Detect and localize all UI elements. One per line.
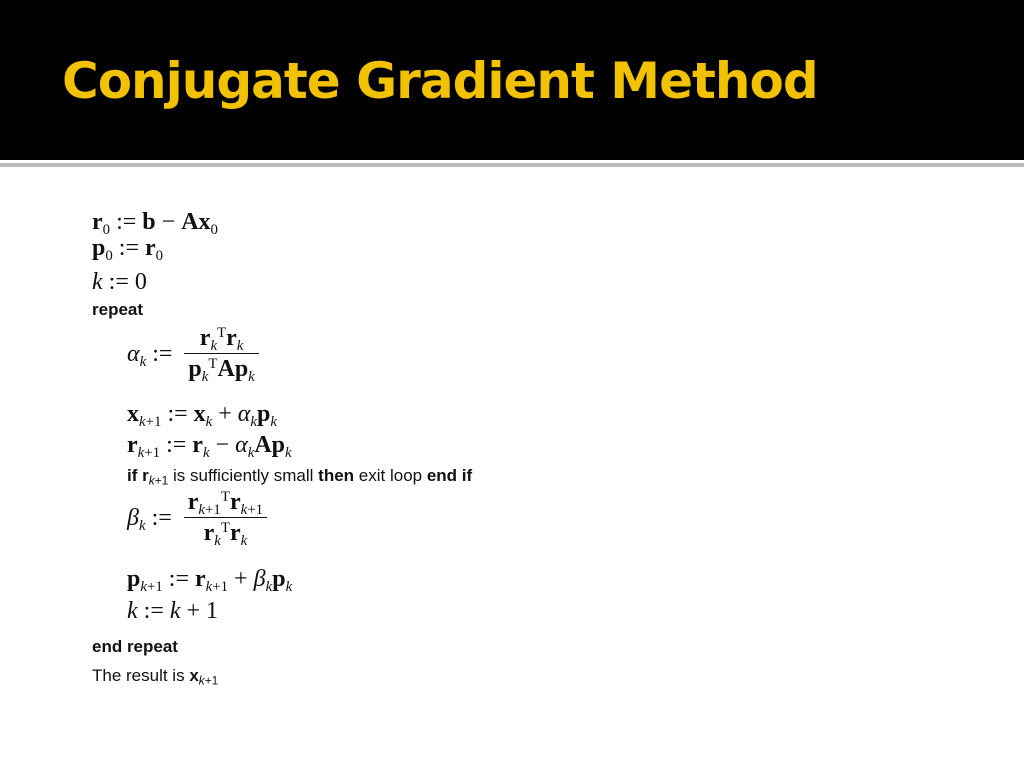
alpha-update-line: $\alpha_k$ := $\frac{r_k^Tr_k}{p_k^TAp_k}$: [127, 326, 259, 381]
beta-update-line: $\beta_k$ := $\frac{r_{k+1}^Tr_{k+1}}{r_k^Tr_k}$: [127, 490, 267, 545]
init-p-line: $p_0$ := $r_0$: [92, 235, 164, 264]
x-update-line: $x_{k+1}$ := $x_k + \alpha_kp_k$: [127, 401, 277, 430]
repeat-label: repeat: [92, 300, 144, 319]
end-repeat-label: end repeat: [92, 637, 178, 656]
result-line: The result is $x_{k+1}$: [92, 666, 219, 688]
title-bar: [0, 0, 1024, 160]
repeat-keyword: [92, 301, 143, 318]
exit-condition-line: if $r_{k+1}$ is sufficiently small then exit loop end if: [127, 466, 473, 488]
alpha-fraction: $\frac{r_k^Tr_k}{p_k^TAp_k}$: [184, 326, 258, 381]
r-update-line: $r_{k+1}$ := $r_k - \alpha_kAp_k$: [127, 432, 292, 461]
init-k-line: k := 0: [92, 269, 147, 295]
init-r-line: $r_0$ := $b - Ax_0$: [92, 209, 218, 238]
title-divider: [0, 163, 1024, 167]
beta-fraction: $\frac{r_{k+1}^Tr_{k+1}}{r_k^Tr_k}$: [184, 490, 267, 545]
k-update-line: k := k + 1: [127, 598, 219, 624]
end-repeat-keyword: [92, 638, 178, 655]
p-update-line: $p_{k+1}$ := $r_{k+1} + \beta_kp_k$: [127, 566, 293, 595]
slide-title: Conjugate Gradient Method: [62, 52, 818, 110]
